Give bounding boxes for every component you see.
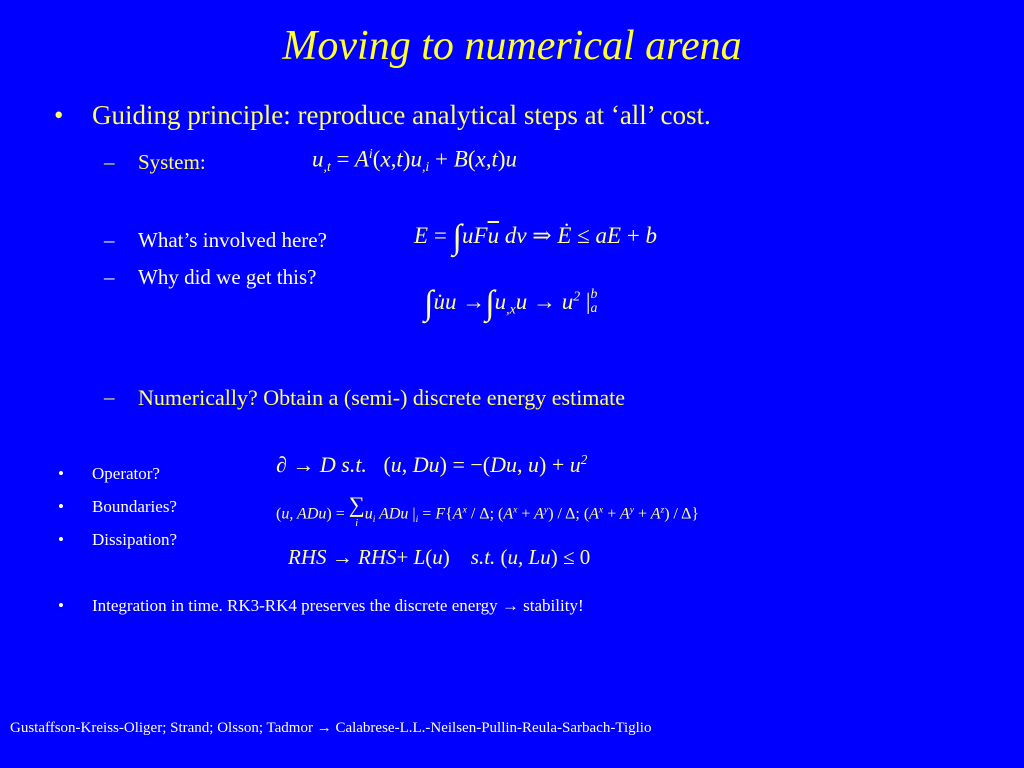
slide-title: Moving to numerical arena <box>282 23 742 69</box>
bullet-integration: Integration in time. RK3-RK4 preserves the discrete energy → stability! <box>92 596 584 615</box>
bullet-why: Why did we get this? <box>138 265 317 289</box>
dash-numerically: – <box>104 385 115 409</box>
dot-operator: • <box>58 464 64 483</box>
bullet-system: System: <box>138 150 206 174</box>
dash-involved: – <box>104 228 115 252</box>
bullet-numerically: Numerically? Obtain a (semi-) discrete energy estimate <box>138 385 626 410</box>
bullet-operator: Operator? <box>92 464 160 483</box>
bullet-whats-involved: What’s involved here? <box>138 228 327 252</box>
dot-boundaries: • <box>58 497 64 516</box>
equation-energy: $E = \int uF\overline{u}$ dv ⇒ Ė ≤ aE + b <box>414 218 658 256</box>
equation-system: $u_{,t} = A^i(x,t)u_{,i} + B(x,t)u$ <box>312 146 518 175</box>
equation-operator: ∂ → D s.t. (u, Du) = −(Du, $u) + u^2$ <box>276 452 588 477</box>
footer-references: Gustaffson-Kreiss-Oliger; Strand; Olsson; Tadmor → Calabrese-L.L.-Neilsen-Pullin-Reula-Sarbach-Tiglio <box>10 720 652 736</box>
bullet-dissipation: Dissipation? <box>92 530 177 549</box>
dash-system: – <box>104 150 115 174</box>
bullet-boundaries: Boundaries? <box>92 497 177 516</box>
bullet-guiding-principle: Guiding principle: reproduce analytical steps at ‘all’ cost. <box>92 100 711 130</box>
equation-why: ∫u̇u $\to\int u_{,x}u \to u^2$ |b a <box>424 284 598 322</box>
bullet-dot: • <box>54 100 64 130</box>
equation-boundaries: (u, ADu) = ∑ $iu_i$ ADu $|_i = F\{A^x / \Delta$; $(A^x + A^y) / \Delta$; $(A^x + A^y + A^z) / \Delta$} <box>276 492 700 530</box>
equation-dissipation: RHS → RHS+ L(u) s.t. (u, Lu) ≤ 0 <box>288 545 591 569</box>
dash-why: – <box>104 265 115 289</box>
dot-integration: • <box>58 596 64 615</box>
dot-dissipation: • <box>58 530 64 549</box>
